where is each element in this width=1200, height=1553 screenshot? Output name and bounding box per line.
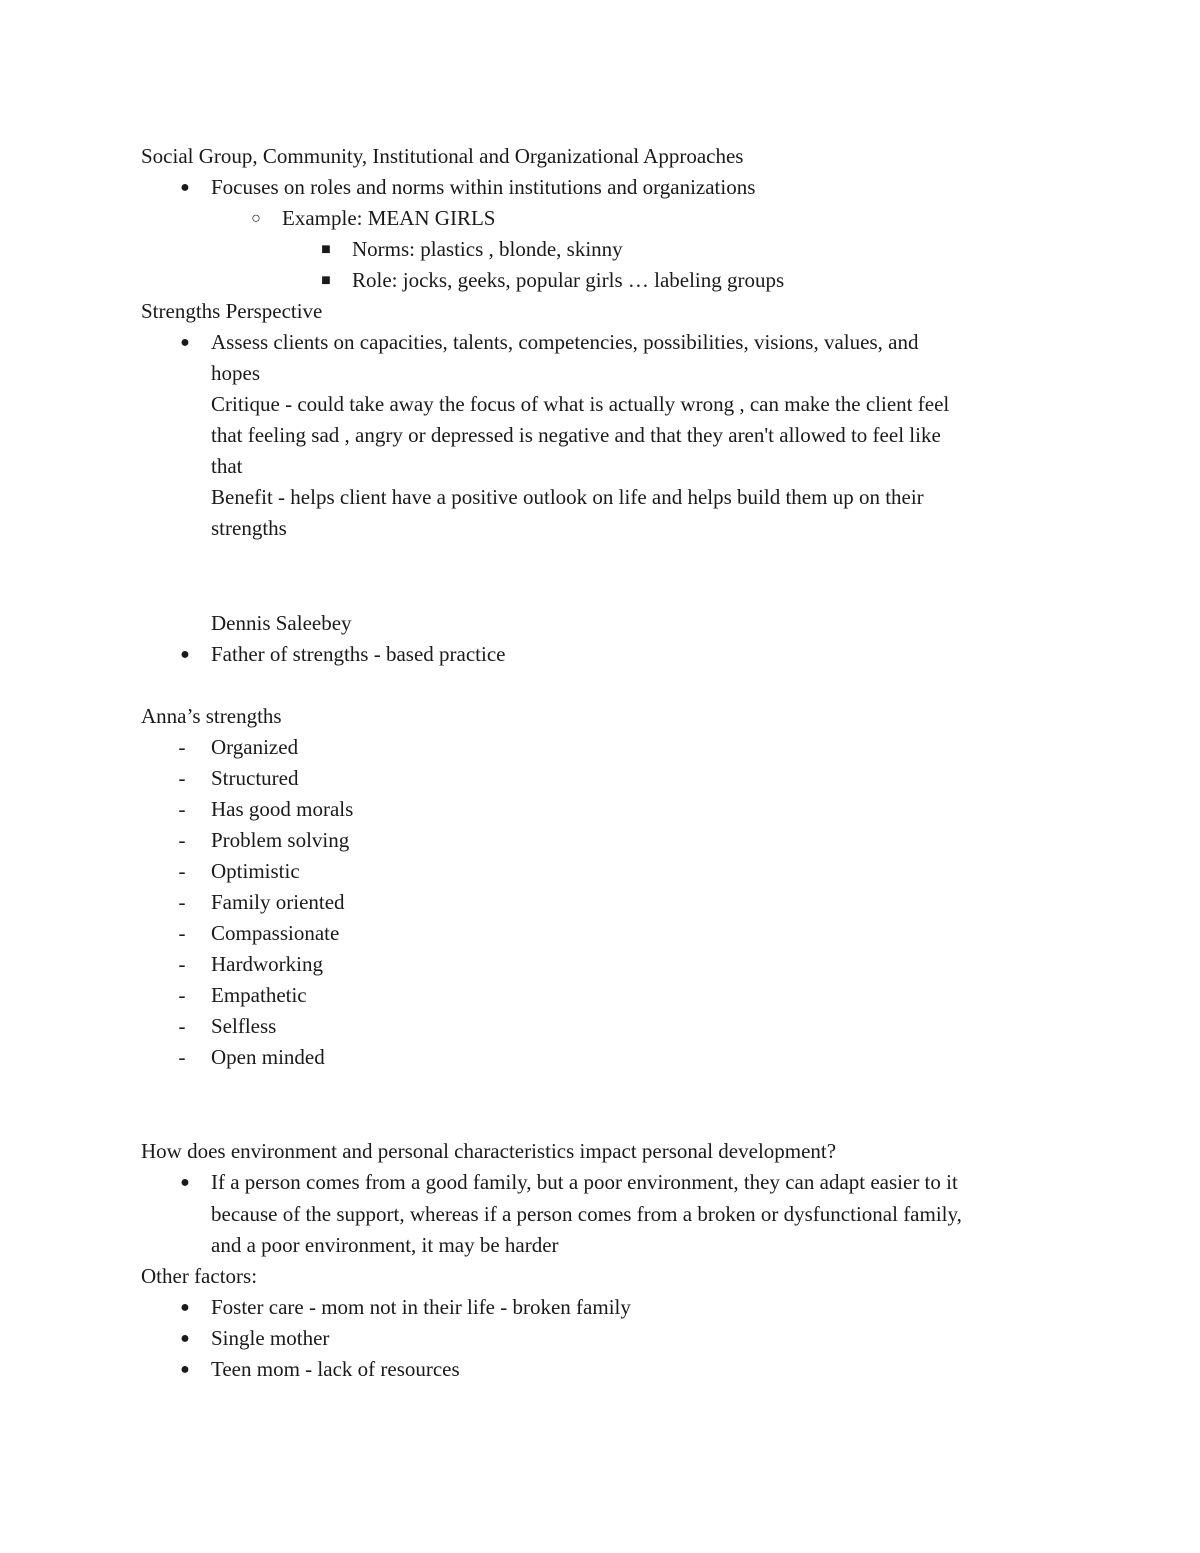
other-factor-item: Teen mom - lack of resources <box>211 1357 460 1381</box>
social-role-text: Role: jocks, geeks, popular girls … labeling groups <box>352 268 785 292</box>
strengths-bullet-line-2: hopes <box>211 361 260 385</box>
bullet-disc-icon: ● <box>180 334 190 351</box>
dash-marker: - <box>178 766 186 790</box>
strengths-bullet-line-1: Assess clients on capacities, talents, competencies, possibilities, visions, values, and <box>211 330 919 354</box>
social-example-text: Example: MEAN GIRLS <box>282 206 496 230</box>
bullet-disc-icon: ● <box>180 179 190 196</box>
dash-marker: - <box>178 859 186 883</box>
benefit-line-1: Benefit - helps client have a positive outlook on life and helps build them up on their <box>211 485 924 509</box>
bullet-circle-icon: ○ <box>251 210 261 227</box>
anna-strength-item: Empathetic <box>211 983 307 1007</box>
critique-line-1: Critique - could take away the focus of what is actually wrong , can make the client feel <box>211 392 950 416</box>
environment-line-1: If a person comes from a good family, but a poor environment, they can adapt easier to it <box>211 1170 958 1194</box>
heading-anna-strengths: Anna’s strengths <box>141 704 282 728</box>
heading-strengths-perspective: Strengths Perspective <box>141 299 323 323</box>
critique-line-3: that <box>211 454 243 478</box>
social-bullet-text: Focuses on roles and norms within institutions and organizations <box>211 175 756 199</box>
bullet-square-icon: ■ <box>321 272 331 289</box>
other-factor-item: Foster care - mom not in their life - broken family <box>211 1295 631 1319</box>
bullet-disc-icon: ● <box>180 1174 190 1191</box>
benefit-line-2: strengths <box>211 516 287 540</box>
bullet-disc-icon: ● <box>180 1299 190 1316</box>
anna-strength-item: Compassionate <box>211 921 340 945</box>
bullet-square-icon: ■ <box>321 241 331 258</box>
bullet-disc-icon: ● <box>180 646 190 663</box>
dash-marker: - <box>178 797 186 821</box>
anna-strength-item: Selfless <box>211 1014 277 1038</box>
anna-strength-item: Problem solving <box>211 828 350 852</box>
critique-line-2: that feeling sad , angry or depressed is negative and that they aren't allowed to feel like <box>211 423 941 447</box>
heading-other-factors: Other factors: <box>141 1264 258 1288</box>
dash-marker: - <box>178 828 186 852</box>
heading-environment: How does environment and personal characteristics impact personal development? <box>141 1139 837 1163</box>
environment-line-2: because of the support, whereas if a person comes from a broken or dysfunctional family, <box>211 1202 962 1226</box>
dash-marker: - <box>178 921 186 945</box>
bullet-disc-icon: ● <box>180 1361 190 1378</box>
anna-strength-item: Hardworking <box>211 952 323 976</box>
environment-line-3: and a poor environment, it may be harder <box>211 1233 559 1257</box>
anna-strength-item: Optimistic <box>211 859 300 883</box>
bullet-disc-icon: ● <box>180 1330 190 1347</box>
dash-marker: - <box>178 890 186 914</box>
saleebey-name: Dennis Saleebey <box>211 611 352 635</box>
dash-marker: - <box>178 1014 186 1038</box>
saleebey-bullet-text: Father of strengths - based practice <box>211 642 506 666</box>
anna-strength-item: Family oriented <box>211 890 345 914</box>
dash-marker: - <box>178 952 186 976</box>
anna-strength-item: Organized <box>211 735 299 759</box>
dash-marker: - <box>178 1045 186 1069</box>
anna-strength-item: Open minded <box>211 1045 325 1069</box>
anna-strength-item: Has good morals <box>211 797 354 821</box>
anna-strength-item: Structured <box>211 766 299 790</box>
dash-marker: - <box>178 983 186 1007</box>
social-norms-text: Norms: plastics , blonde, skinny <box>352 237 623 261</box>
dash-marker: - <box>178 735 186 759</box>
heading-social-group: Social Group, Community, Institutional and Organizational Approaches <box>141 144 744 168</box>
other-factor-item: Single mother <box>211 1326 330 1350</box>
